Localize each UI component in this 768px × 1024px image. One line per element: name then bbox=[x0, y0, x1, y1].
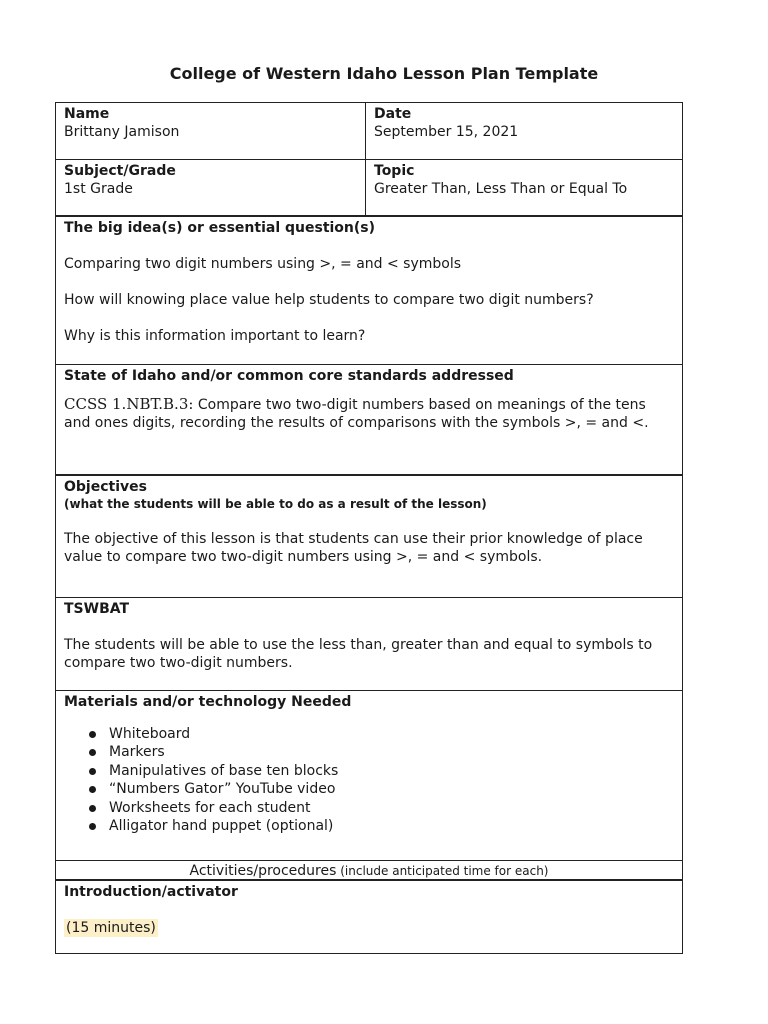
subject-cell bbox=[56, 160, 366, 215]
name-cell bbox=[56, 103, 366, 159]
list-item: Manipulatives of base ten blocks bbox=[109, 762, 674, 780]
objectives-label: Objectives bbox=[64, 479, 147, 495]
document-title: College of Western Idaho Lesson Plan Template bbox=[169, 64, 599, 83]
list-item: Worksheets for each student bbox=[109, 799, 674, 817]
introduction-section bbox=[56, 881, 682, 953]
date-value: September 15, 2021 bbox=[374, 124, 519, 140]
tswbat-text: The students will be able to use the less than, greater than and equal to symbols to compare two two-digit numbers. bbox=[64, 637, 653, 671]
activities-header bbox=[56, 861, 682, 881]
objectives-section bbox=[56, 476, 682, 598]
introduction-label: Introduction/activator bbox=[64, 884, 238, 900]
big-idea-line: Comparing two digit numbers using >, = and < symbols bbox=[64, 256, 462, 272]
materials-list bbox=[64, 725, 674, 835]
date-label: Date bbox=[374, 106, 412, 122]
topic-value: Greater Than, Less Than or Equal To bbox=[374, 181, 628, 197]
activities-label: Activities/procedures bbox=[189, 863, 337, 879]
introduction-time: (15 minutes) bbox=[66, 920, 156, 936]
activities-note: (include anticipated time for each) bbox=[336, 864, 549, 878]
list-item: Alligator hand puppet (optional) bbox=[109, 817, 674, 835]
topic-cell bbox=[366, 160, 682, 215]
name-date-row bbox=[56, 103, 682, 160]
standards-code: CCSS 1.NBT.B.3: bbox=[64, 395, 194, 413]
big-idea-line: How will knowing place value help students to compare two digit numbers? bbox=[64, 292, 594, 308]
list-item: “Numbers Gator” YouTube video bbox=[109, 780, 674, 798]
topic-label: Topic bbox=[374, 163, 415, 179]
subject-value: 1st Grade bbox=[64, 181, 133, 197]
name-value: Brittany Jamison bbox=[64, 124, 180, 140]
list-item: Whiteboard bbox=[109, 725, 674, 743]
objectives-text: The objective of this lesson is that students can use their prior knowledge of place value to compare two two-digit numbers using >, = and < symbols. bbox=[64, 531, 643, 565]
subject-label: Subject/Grade bbox=[64, 163, 176, 179]
materials-label: Materials and/or technology Needed bbox=[64, 694, 352, 710]
standards-section bbox=[56, 365, 682, 476]
big-idea-line: Why is this information important to learn? bbox=[64, 328, 366, 344]
big-idea-label: The big idea(s) or essential question(s) bbox=[64, 220, 376, 236]
materials-section bbox=[56, 691, 682, 861]
date-cell bbox=[366, 103, 682, 159]
lesson-plan-table bbox=[55, 102, 683, 954]
standards-label: State of Idaho and/or common core standards addressed bbox=[64, 368, 514, 384]
tswbat-section bbox=[56, 598, 682, 691]
list-item: Markers bbox=[109, 743, 674, 761]
tswbat-label: TSWBAT bbox=[64, 601, 130, 617]
standards-text bbox=[64, 395, 674, 432]
objectives-sublabel: (what the students will be able to do as a result of the lesson) bbox=[64, 497, 487, 511]
big-idea-section bbox=[56, 217, 682, 365]
subject-topic-row bbox=[56, 160, 682, 217]
standards-description: Compare two two-digit numbers based on meanings of the tens and ones digits, recording the results of comparisons with the symbols >, = and <. bbox=[64, 397, 649, 431]
name-label: Name bbox=[64, 106, 110, 122]
